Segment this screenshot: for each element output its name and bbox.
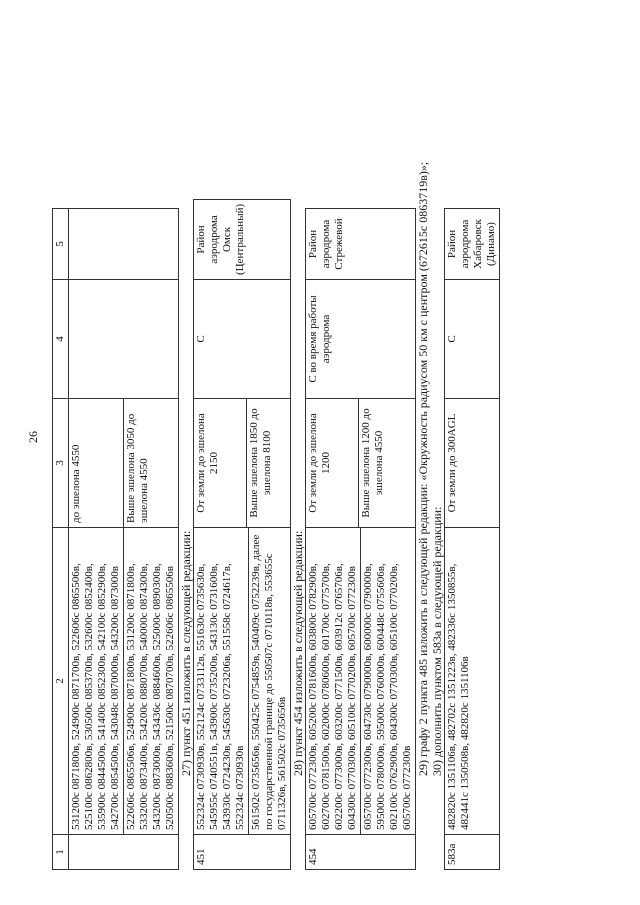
row-id: 454 bbox=[306, 835, 416, 870]
coordinates: 482820c 1351106в, 482702c 1351223в, 482336c 1350855в, 482441c 1350508в, 482820c 1351106в bbox=[445, 528, 500, 835]
header-col-2: 2 bbox=[53, 528, 69, 835]
rotated-page-content bbox=[52, 35, 617, 870]
airspace-table-451 bbox=[193, 199, 291, 870]
coordinates-a: 605700c 0772300в, 605200c 0781600в, 603800c 0782900в, 602700c 0781500в, 602000c 0780600в, 601700c 0775700в, 602200c 0773000в, 603200c 0771500в, 603912c 0765706в, 604300c 0770300в, 605100c 0770200в, 605700c 0772300в bbox=[307, 563, 358, 830]
airspace-class: C bbox=[445, 280, 500, 399]
header-col-1: 1 bbox=[53, 835, 69, 870]
coordinates-a: 531200c 0871800в, 524900c 0871700в, 522606c 0865506в, 525100c 0862800в, 530500c 0853700в, 532600c 0852400в, 535900c 0844500в, 541400c 0852300в, 542100c 0852900в, 542700c 0854500в, 543048c 0870000в, 543200c 0873000в bbox=[70, 563, 121, 830]
airspace-class: C во время работы аэродрома bbox=[306, 280, 416, 399]
altitude: От земли до 300AGL bbox=[445, 399, 500, 528]
description: Район аэродрома Хабаровск (Динамо) bbox=[445, 209, 500, 280]
coordinates-b: 605700c 0772300в, 604730c 0790000в, 600000c 0790000в, 595000c 0780000в, 595000c 0760000в, 600448c 0755606в, 602100c 0762900в, 604300c 0770300в, 605100c 0770200в, 605700c 0772300в bbox=[360, 528, 415, 834]
item-30: 30) дополнить пунктом 583а в следующей редакции: bbox=[430, 506, 444, 776]
description: Район аэродрома Омск (Центральный) bbox=[194, 199, 291, 279]
coordinates-b: 561502c 0735656в, 550425c 0754859в, 540409c 0752239в, далее по государственной границе до 550507c 0710118в, 553655c 0711326в, 561502c 0735656в bbox=[248, 528, 290, 834]
coordinates-b: 522606c 0865506в, 524900c 0871800в, 531200c 0871800в, 533200c 0873400в, 534200c 0880700в, 540000c 0874300в, 543200c 0873000в, 543436c 0884600в, 525000c 0890300в, 520500c 0883600в, 521500c 0870700в, 522606c 0865506в bbox=[123, 528, 178, 834]
item-27: 27) пункт 451 изложить в следующей редакции: bbox=[179, 530, 193, 776]
airspace-table-583a bbox=[444, 208, 500, 870]
header-col-5: 5 bbox=[53, 209, 69, 280]
table-row-454 bbox=[306, 209, 416, 870]
table-row-451 bbox=[194, 199, 291, 869]
item-29: 29) графу 2 пункта 485 изложить в следующей редакции: «Окружность радиусом 50 км с центром (672615c 0863719в)»; bbox=[416, 161, 430, 776]
item-28: 28) пункт 454 изложить в следующей редакции: bbox=[291, 530, 305, 776]
altitude-a: От земли до эшелона 2150 bbox=[195, 413, 220, 513]
description: Район аэродрома Стрежевой bbox=[306, 209, 416, 280]
coordinates-a: 552324c 0730930в, 552124c 0733112в, 551630c 0735630в, 545955c 0740551в, 543900c 0735200в, 543130c 0731600в, 543930c 0724230в, 545630c 0723206в, 551558c 0724617в, 552324c 0730930в bbox=[195, 563, 246, 830]
row-id: 451 bbox=[194, 835, 291, 870]
page-number: 26 bbox=[26, 431, 40, 443]
altitude-a: до эшелона 4550 bbox=[70, 444, 82, 523]
header-col-4: 4 bbox=[53, 280, 69, 399]
airspace-table-continued bbox=[52, 208, 179, 870]
table-row-continued bbox=[69, 209, 179, 870]
altitude-a: От земли до эшелона 1200 bbox=[307, 413, 332, 513]
altitude-b: Выше эшелона 1850 до эшелона 8100 bbox=[246, 399, 275, 527]
altitude-b: Выше эшелона 1200 до эшелона 4550 bbox=[358, 399, 387, 527]
row-id: 583а bbox=[445, 835, 500, 870]
table-header-row bbox=[53, 209, 69, 870]
airspace-class: C bbox=[194, 280, 291, 399]
altitude-b: Выше эшелона 3050 до эшелона 4550 bbox=[123, 399, 152, 527]
airspace-table-454 bbox=[305, 208, 416, 870]
table-row-583a bbox=[445, 209, 500, 870]
header-col-3: 3 bbox=[53, 399, 69, 528]
